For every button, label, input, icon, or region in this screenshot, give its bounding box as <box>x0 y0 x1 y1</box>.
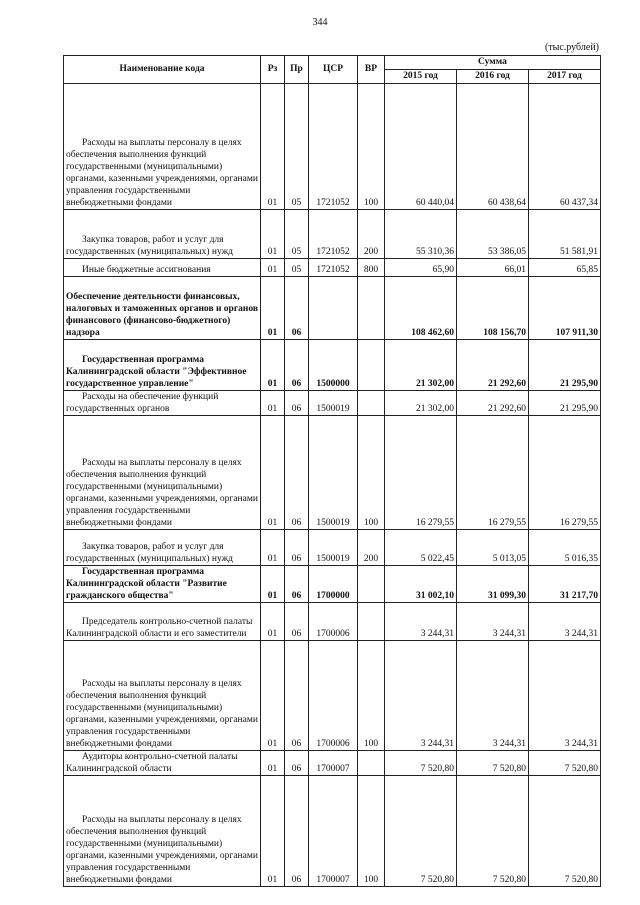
row-rz: 01 <box>261 340 285 391</box>
row-pr: 05 <box>285 210 309 259</box>
row-pr: 06 <box>285 416 309 530</box>
row-2015: 3 244,31 <box>385 603 457 641</box>
header-name: Наименование кода <box>64 56 261 84</box>
row-2015: 7 520,80 <box>385 751 457 776</box>
row-csr <box>309 277 358 340</box>
row-csr: 1700006 <box>309 603 358 641</box>
row-csr: 1500019 <box>309 416 358 530</box>
header-2015: 2015 год <box>385 70 457 84</box>
row-2015: 21 302,00 <box>385 340 457 391</box>
row-rz: 01 <box>261 603 285 641</box>
header-2017: 2017 год <box>529 70 601 84</box>
row-2017: 65,85 <box>529 259 601 277</box>
header-2016: 2016 год <box>457 70 529 84</box>
table-row <box>64 84 601 210</box>
row-pr: 06 <box>285 391 309 416</box>
row-2017: 3 244,31 <box>529 641 601 751</box>
row-name: Расходы на выплаты персоналу в целях обеспечения выполнения функций государственными (муниципальными) органами, казенными учреждениями, органами управления государственными внебюджетными фондами <box>64 776 261 887</box>
row-rz: 01 <box>261 259 285 277</box>
table-row <box>64 776 601 887</box>
row-2016: 53 386,05 <box>457 210 529 259</box>
row-vr: 800 <box>358 259 385 277</box>
row-pr: 06 <box>285 776 309 887</box>
row-name: Председатель контрольно-счетной палаты Калининградской области и его заместители <box>64 603 261 641</box>
row-2017: 31 217,70 <box>529 566 601 603</box>
table-row <box>64 566 601 603</box>
row-vr <box>358 391 385 416</box>
table-row <box>64 641 601 751</box>
row-2015: 3 244,31 <box>385 641 457 751</box>
row-rz: 01 <box>261 751 285 776</box>
row-csr: 1700000 <box>309 566 358 603</box>
row-csr: 1700007 <box>309 751 358 776</box>
row-name: Обеспечение деятельности финансовых, налоговых и таможенных органов и органов финансового (финансово-бюджетного) надзора <box>64 277 261 340</box>
table-row <box>64 391 601 416</box>
row-2016: 3 244,31 <box>457 641 529 751</box>
row-2017: 107 911,30 <box>529 277 601 340</box>
row-vr: 200 <box>358 530 385 566</box>
row-2015: 65,90 <box>385 259 457 277</box>
row-csr: 1700006 <box>309 641 358 751</box>
row-2016: 3 244,31 <box>457 603 529 641</box>
header-vr: ВР <box>358 56 385 84</box>
row-2017: 3 244,31 <box>529 603 601 641</box>
row-2017: 21 295,90 <box>529 340 601 391</box>
row-2016: 5 013,05 <box>457 530 529 566</box>
row-vr: 100 <box>358 641 385 751</box>
header-sum: Сумма <box>385 56 601 70</box>
row-2016: 21 292,60 <box>457 391 529 416</box>
row-2015: 108 462,60 <box>385 277 457 340</box>
row-name: Государственная программа Калининградской области "Эффективное государственное управление" <box>64 340 261 391</box>
row-2015: 5 022,45 <box>385 530 457 566</box>
table-row <box>64 751 601 776</box>
row-pr: 06 <box>285 566 309 603</box>
row-vr <box>358 566 385 603</box>
row-name: Аудиторы контрольно-счетной палаты Калининградской области <box>64 751 261 776</box>
row-2017: 16 279,55 <box>529 416 601 530</box>
row-rz: 01 <box>261 210 285 259</box>
row-2016: 21 292,60 <box>457 340 529 391</box>
table-row <box>64 340 601 391</box>
row-pr: 06 <box>285 751 309 776</box>
budget-table <box>63 55 601 887</box>
header-rz: Рз <box>261 56 285 84</box>
row-2016: 7 520,80 <box>457 776 529 887</box>
row-2016: 60 438,64 <box>457 84 529 210</box>
table-row <box>64 530 601 566</box>
row-rz: 01 <box>261 277 285 340</box>
table-row <box>64 259 601 277</box>
row-2015: 55 310,36 <box>385 210 457 259</box>
row-pr: 06 <box>285 340 309 391</box>
row-vr <box>358 277 385 340</box>
row-rz: 01 <box>261 530 285 566</box>
row-rz: 01 <box>261 416 285 530</box>
row-2016: 7 520,80 <box>457 751 529 776</box>
row-name: Расходы на выплаты персоналу в целях обеспечения выполнения функций государственными (муниципальными) органами, казенными учреждениями, органами управления государственными внебюджетными фондами <box>64 416 261 530</box>
page-number: 344 <box>312 17 328 28</box>
row-2015: 7 520,80 <box>385 776 457 887</box>
row-2017: 60 437,34 <box>529 84 601 210</box>
table-row <box>64 277 601 340</box>
row-2017: 21 295,90 <box>529 391 601 416</box>
row-2016: 31 099,30 <box>457 566 529 603</box>
row-csr: 1700007 <box>309 776 358 887</box>
row-csr: 1500019 <box>309 530 358 566</box>
row-vr: 200 <box>358 210 385 259</box>
table-row <box>64 416 601 530</box>
row-2016: 108 156,70 <box>457 277 529 340</box>
row-vr <box>358 340 385 391</box>
row-vr: 100 <box>358 84 385 210</box>
row-rz: 01 <box>261 391 285 416</box>
header-pr: Пр <box>285 56 309 84</box>
row-name: Расходы на обеспечение функций государственных органов <box>64 391 261 416</box>
row-name: Закупка товаров, работ и услуг для государственных (муниципальных) нужд <box>64 210 261 259</box>
row-vr: 100 <box>358 416 385 530</box>
row-2016: 66,01 <box>457 259 529 277</box>
row-rz: 01 <box>261 84 285 210</box>
row-rz: 01 <box>261 776 285 887</box>
row-pr: 06 <box>285 530 309 566</box>
row-rz: 01 <box>261 566 285 603</box>
row-2017: 5 016,35 <box>529 530 601 566</box>
row-2017: 7 520,80 <box>529 776 601 887</box>
row-pr: 06 <box>285 277 309 340</box>
row-2017: 51 581,91 <box>529 210 601 259</box>
row-csr: 1500000 <box>309 340 358 391</box>
row-vr <box>358 603 385 641</box>
row-name: Расходы на выплаты персоналу в целях обеспечения выполнения функций государственными (муниципальными) органами, казенными учреждениями, органами управления государственными внебюджетными фондами <box>64 641 261 751</box>
header-csr: ЦСР <box>309 56 358 84</box>
row-2015: 21 302,00 <box>385 391 457 416</box>
row-name: Закупка товаров, работ и услуг для государственных (муниципальных) нужд <box>64 530 261 566</box>
row-name: Расходы на выплаты персоналу в целях обеспечения выполнения функций государственными (муниципальными) органами, казенными учреждениями, органами управления государственными внебюджетными фондами <box>64 84 261 210</box>
row-pr: 05 <box>285 259 309 277</box>
row-pr: 06 <box>285 603 309 641</box>
row-rz: 01 <box>261 641 285 751</box>
row-csr: 1721052 <box>309 84 358 210</box>
row-2015: 31 002,10 <box>385 566 457 603</box>
row-2015: 60 440,04 <box>385 84 457 210</box>
row-vr: 100 <box>358 776 385 887</box>
units-label: (тыс.рублей) <box>544 42 599 53</box>
row-2015: 16 279,55 <box>385 416 457 530</box>
row-pr: 05 <box>285 84 309 210</box>
row-2016: 16 279,55 <box>457 416 529 530</box>
row-csr: 1721052 <box>309 259 358 277</box>
table-row <box>64 210 601 259</box>
row-name: Государственная программа Калининградской области "Развитие гражданского общества" <box>64 566 261 603</box>
row-pr: 06 <box>285 641 309 751</box>
table-row <box>64 603 601 641</box>
row-2017: 7 520,80 <box>529 751 601 776</box>
row-csr: 1500019 <box>309 391 358 416</box>
row-csr: 1721052 <box>309 210 358 259</box>
row-name: Иные бюджетные ассигнования <box>64 259 261 277</box>
row-vr <box>358 751 385 776</box>
